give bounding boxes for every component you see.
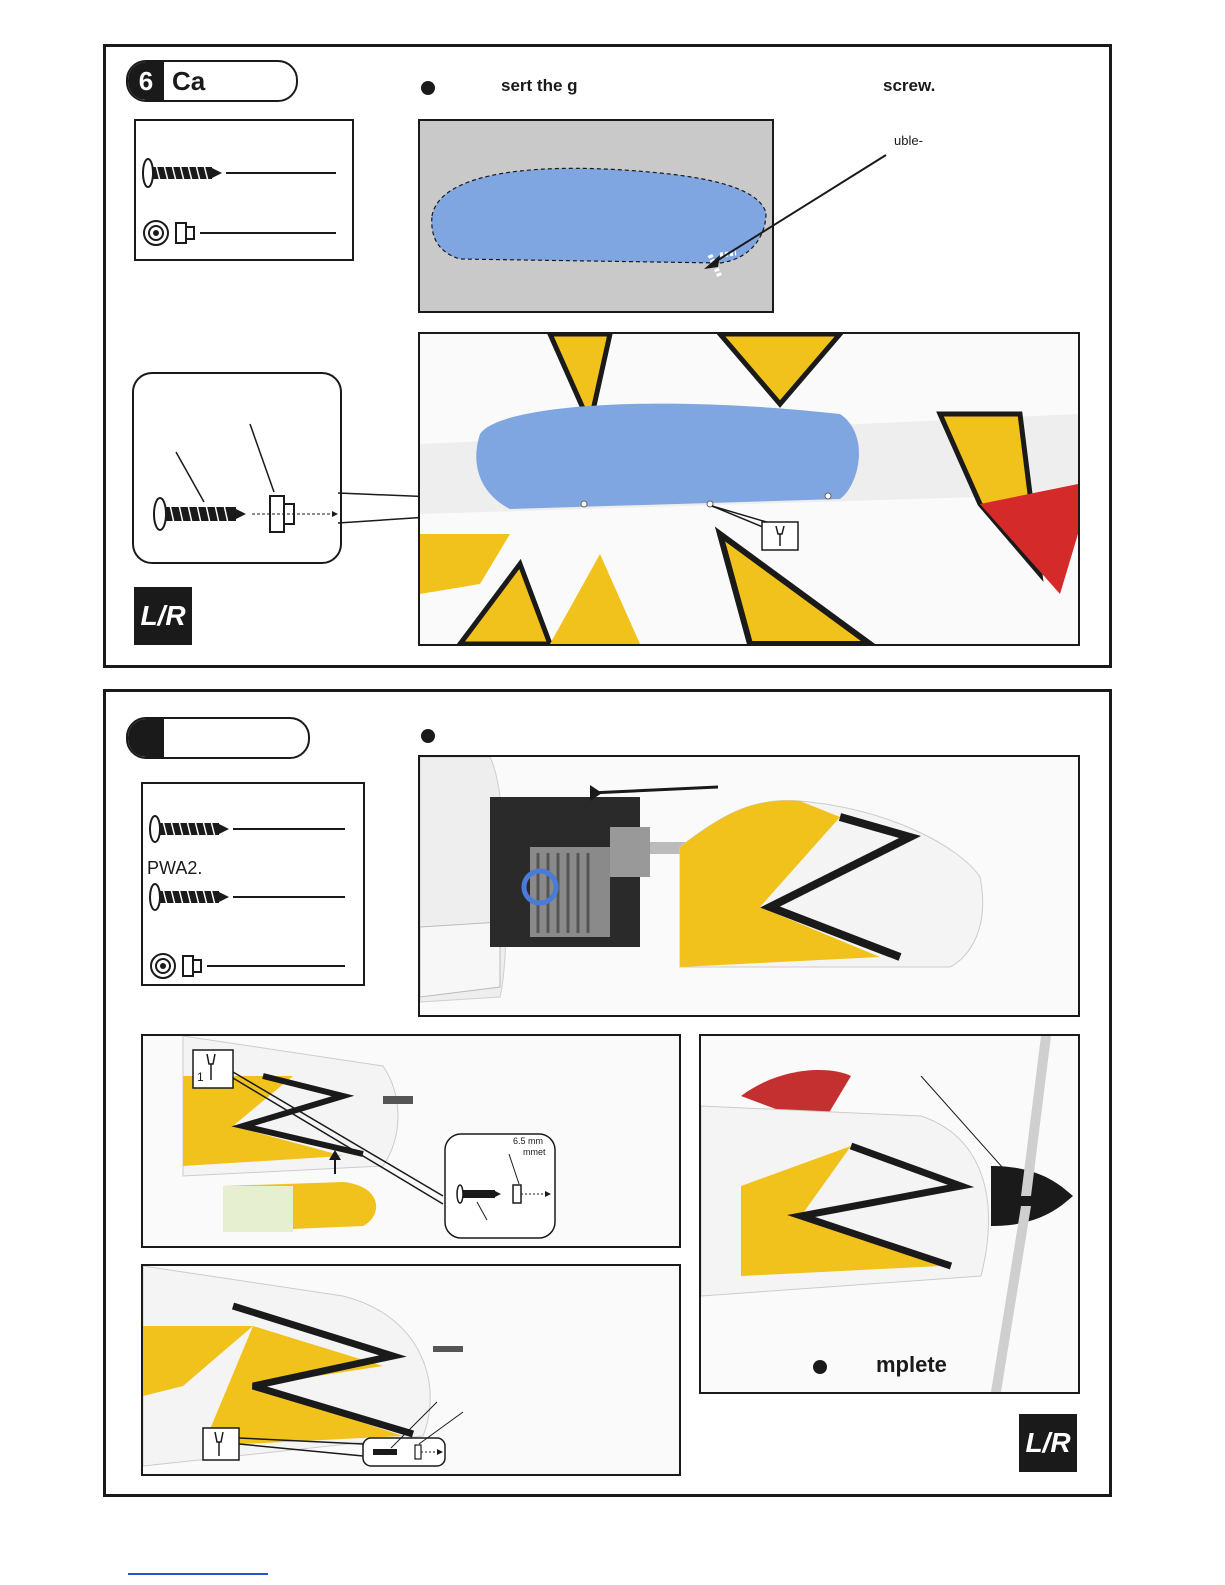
cowl-installed-illustration — [143, 1266, 679, 1474]
inset-screw-label-line2: mmet — [523, 1147, 546, 1157]
footer-link-underline — [128, 1573, 268, 1575]
inset-screw-label-line1: 6.5 mm — [513, 1136, 544, 1146]
step6-callout-label: uble- — [894, 133, 923, 148]
cowl-bottom-photo — [141, 1034, 681, 1248]
step6-parts-box — [134, 119, 354, 261]
callout-arrow — [696, 147, 996, 307]
complete-bullet — [813, 1360, 827, 1374]
engine-cowl-illustration — [420, 757, 1078, 1015]
step6-panel — [103, 44, 1112, 668]
step7-part-label: PWA2. — [147, 858, 203, 878]
step6-title: Ca — [172, 66, 206, 96]
screw-nut-detail-icon — [134, 374, 340, 562]
inset-label-1: 1 — [197, 1070, 204, 1084]
step6-instruction-left: sert the g — [501, 76, 578, 95]
step7-header — [126, 717, 310, 759]
complete-photo — [699, 1034, 1080, 1394]
step7-panel — [103, 689, 1112, 1497]
step6-bullet — [421, 81, 435, 95]
step7-bullet — [421, 729, 435, 743]
step6-screw-detail — [132, 372, 342, 564]
washer-nut-icon — [136, 121, 352, 259]
fuselage-illustration — [420, 334, 1078, 644]
cowl-engine-photo — [418, 755, 1080, 1017]
step7-number — [128, 719, 164, 757]
complete-text: mplete — [876, 1352, 947, 1377]
cowl-installed-photo — [141, 1264, 681, 1476]
step6-header — [126, 60, 298, 102]
canopy-installed-photo — [418, 332, 1080, 646]
step7-parts-box — [141, 782, 365, 986]
step6-instruction-right: screw. — [883, 76, 936, 95]
cowl-bottom-illustration — [143, 1036, 679, 1246]
step6-number: 6 — [128, 62, 164, 100]
step6-lr-badge: L/R — [134, 587, 192, 645]
screw-icon — [143, 784, 363, 984]
step7-lr-badge: L/R — [1019, 1414, 1077, 1472]
completed-plane-illustration — [701, 1036, 1078, 1392]
